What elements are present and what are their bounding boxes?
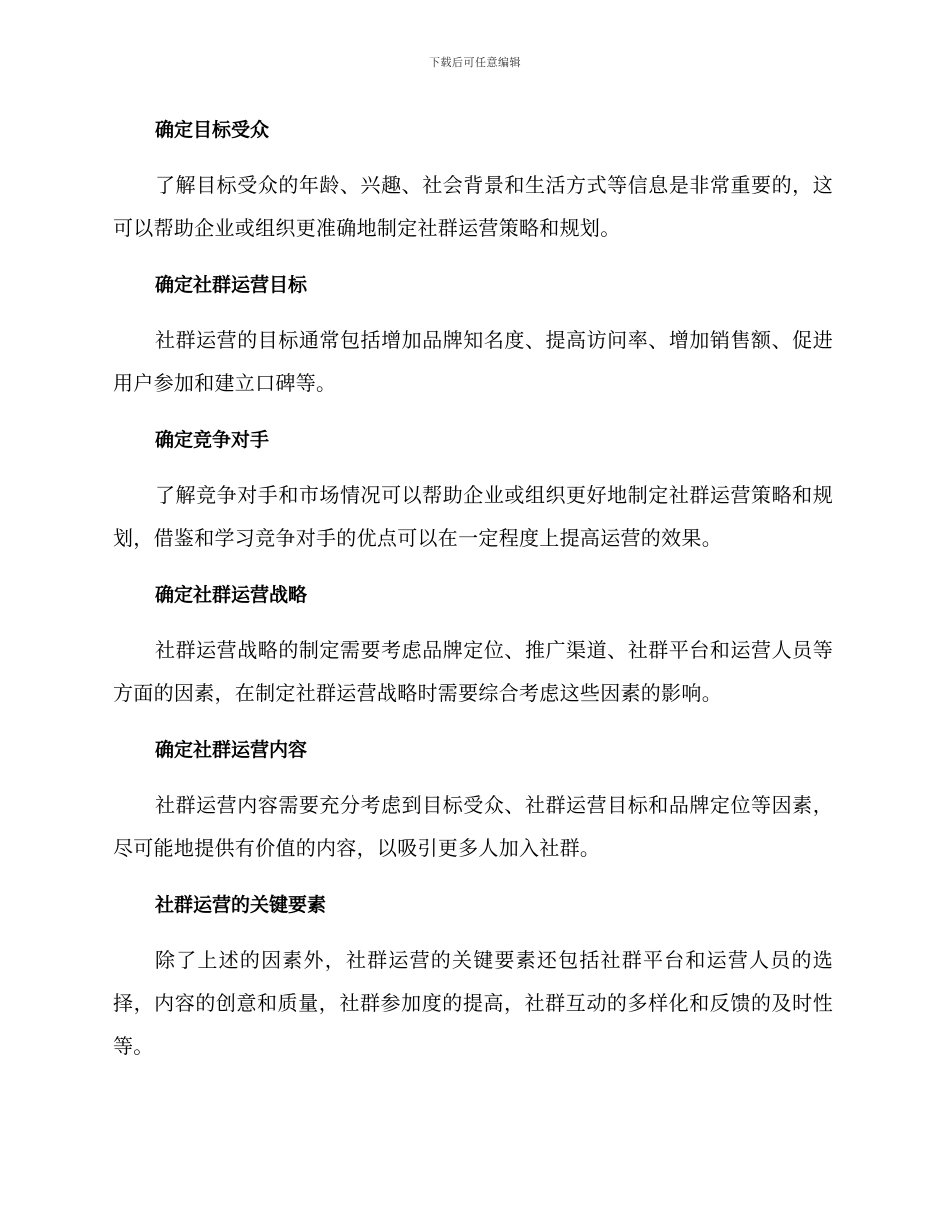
section-heading: 确定社群运营目标	[155, 274, 308, 296]
page-header-note: 下载后可任意编辑	[429, 56, 521, 69]
section-paragraph: 社群运营内容需要充分考虑到目标受众、社群运营目标和品牌定位等因素，尽可能地提供有价值的内容，以吸引更多人加入社群。	[113, 793, 833, 860]
section-heading: 确定社群运营内容	[155, 739, 308, 761]
section-paragraph: 社群运营的目标通常包括增加品牌知名度、提高访问率、增加销售额、促进用户参加和建立口碑等。	[113, 328, 833, 395]
section-heading: 确定社群运营战略	[155, 584, 308, 606]
section-paragraph: 除了上述的因素外，社群运营的关键要素还包括社群平台和运营人员的选择，内容的创意和质量，社群参加度的提高，社群互动的多样化和反馈的及时性等。	[113, 948, 833, 1058]
section-operation-content	[113, 732, 833, 870]
section-target-audience	[113, 112, 833, 250]
section-competitors	[113, 422, 833, 560]
section-paragraph: 社群运营战略的制定需要考虑品牌定位、推广渠道、社群平台和运营人员等方面的因素，在制定社群运营战略时需要综合考虑这些因素的影响。	[113, 638, 833, 705]
section-key-elements	[113, 887, 833, 1068]
section-heading: 社群运营的关键要素	[155, 894, 327, 916]
section-paragraph: 了解目标受众的年龄、兴趣、社会背景和生活方式等信息是非常重要的，这可以帮助企业或组织更准确地制定社群运营策略和规划。	[113, 173, 833, 240]
section-operation-strategy	[113, 577, 833, 715]
section-heading: 确定竞争对手	[155, 429, 270, 451]
document-content	[113, 112, 833, 1085]
section-heading: 确定目标受众	[155, 119, 270, 141]
section-operation-goals	[113, 267, 833, 405]
section-paragraph: 了解竞争对手和市场情况可以帮助企业或组织更好地制定社群运营策略和规划，借鉴和学习竞争对手的优点可以在一定程度上提高运营的效果。	[113, 483, 833, 550]
